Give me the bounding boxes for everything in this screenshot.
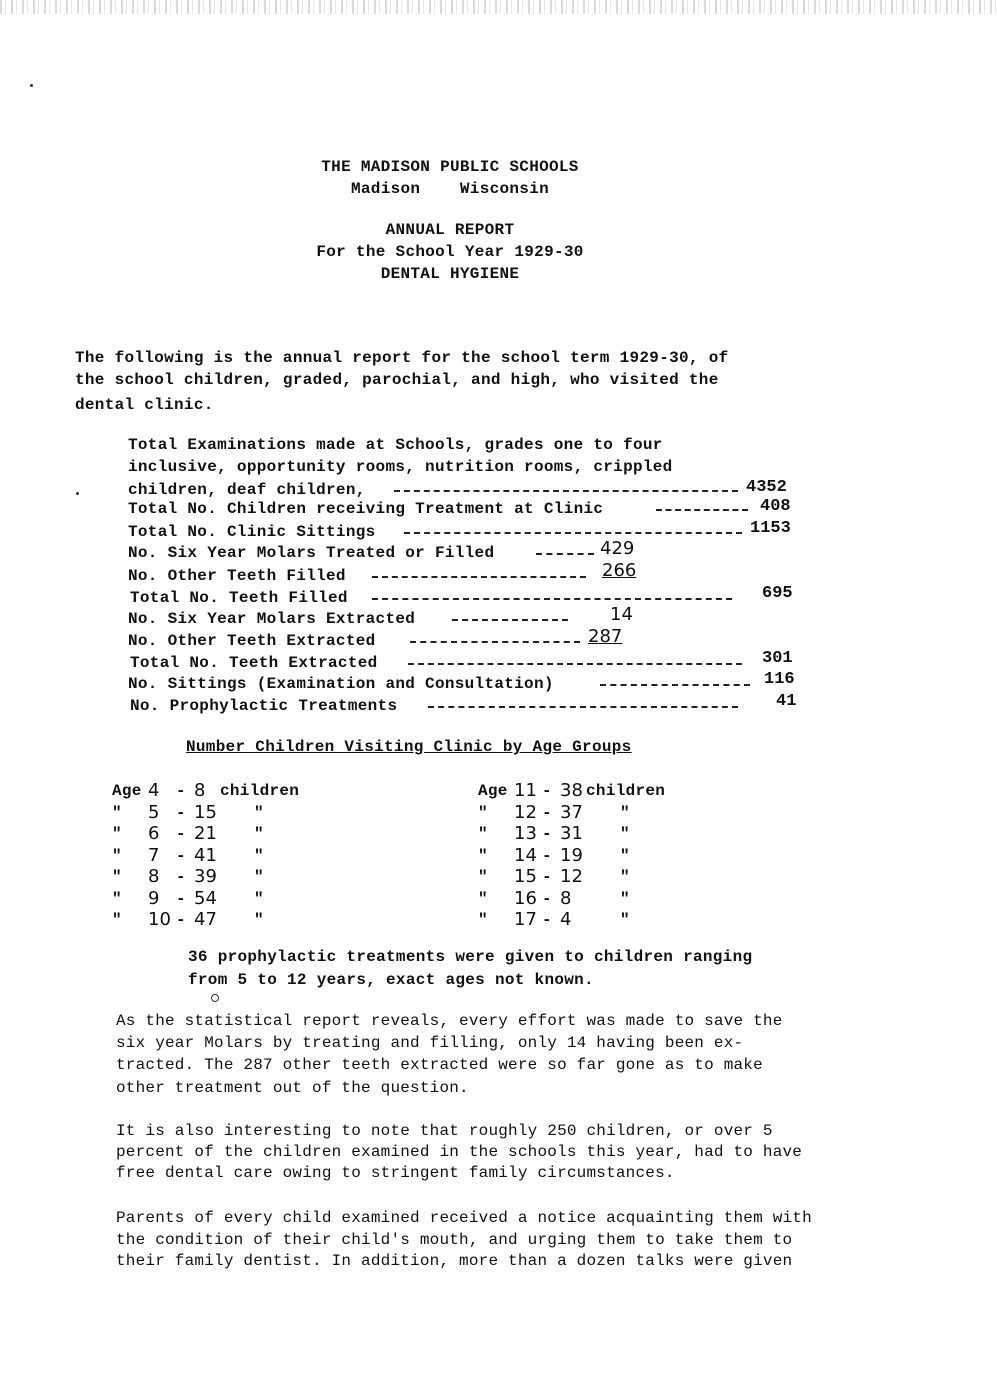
age-row-suffix: " <box>620 846 630 865</box>
prophylactic-note: 36 prophylactic treatments were given to children ranging <box>188 948 753 966</box>
age-row-count: 4 <box>560 909 572 930</box>
leader-dashes <box>404 532 742 534</box>
age-row-age: 7 <box>148 844 160 866</box>
age-row-count: 54 <box>194 887 217 909</box>
age-row-dash: - <box>176 911 186 929</box>
school-name: THE MADISON PUBLIC SCHOOLS <box>321 158 579 176</box>
stat-value: 1153 <box>750 519 791 538</box>
age-row-age: 14 <box>514 844 537 866</box>
scan-edge-noise <box>0 0 997 14</box>
leader-dashes <box>372 576 586 578</box>
age-row-suffix: " <box>620 803 630 822</box>
age-row-prefix: " <box>478 825 488 843</box>
age-row-prefix: " <box>112 846 122 865</box>
stat-exam-value: 4352 <box>746 478 787 497</box>
age-row-prefix: " <box>112 868 122 886</box>
stat-value: 408 <box>760 497 791 516</box>
age-row-prefix: " <box>112 825 122 843</box>
age-row-age: 12 <box>514 801 537 823</box>
age-row-prefix: Age <box>112 782 142 800</box>
age-row-suffix: children <box>220 782 300 800</box>
age-row-suffix: " <box>254 846 264 865</box>
paragraph-line: tracted. The 287 other teeth extracted were so far gone as to make <box>116 1056 763 1074</box>
age-row-dash: - <box>176 868 186 886</box>
paragraph-line: As the statistical report reveals, every effort was made to save the <box>116 1012 783 1030</box>
leader-dashes <box>408 663 742 665</box>
age-row-count: 19 <box>560 844 583 866</box>
paragraph-line: other treatment out of the question. <box>116 1079 469 1097</box>
age-row-age: 6 <box>148 823 160 844</box>
age-row-dash: - <box>542 782 552 800</box>
stat-label: No. Prophylactic Treatments <box>130 697 398 715</box>
paragraph-line: six year Molars by treating and filling, only 14 having been ex- <box>116 1034 744 1052</box>
age-row-prefix: " <box>478 889 488 908</box>
stat-label: Total No. Teeth Extracted <box>130 654 378 672</box>
age-row-age: 5 <box>148 801 160 823</box>
age-row-prefix: " <box>112 803 122 822</box>
age-row-dash: - <box>176 889 186 908</box>
age-row-prefix: Age <box>478 782 508 800</box>
age-row-count: 31 <box>560 823 583 844</box>
leader-dashes <box>394 490 738 492</box>
stat-label: Total No. Teeth Filled <box>130 589 348 607</box>
intro-line: the school children, graded, parochial, and high, who visited the <box>75 371 719 389</box>
leader-dashes <box>452 619 568 621</box>
age-row-prefix: " <box>478 868 488 886</box>
leader-dashes <box>600 684 750 686</box>
age-row-age: 16 <box>514 887 537 909</box>
stat-label: No. Six Year Molars Extracted <box>128 610 416 628</box>
stat-label: No. Other Teeth Extracted <box>128 632 376 650</box>
stat-value: 301 <box>762 649 793 668</box>
age-row-age: 17 <box>514 909 537 930</box>
leader-dashes <box>536 553 594 555</box>
age-row-suffix: " <box>254 911 264 929</box>
age-row-suffix: " <box>254 889 264 908</box>
report-subject: DENTAL HYGIENE <box>380 265 520 283</box>
age-row-dash: - <box>176 803 186 822</box>
paragraph-line: percent of the children examined in the schools this year, had to have <box>116 1143 803 1161</box>
age-row-age: 13 <box>514 823 537 844</box>
age-row-suffix: children <box>586 782 666 800</box>
stat-exam-text: Total Examinations made at Schools, grades one to four <box>128 436 663 454</box>
stat-value: 116 <box>764 670 795 689</box>
stat-value: 695 <box>762 584 793 603</box>
age-row-count: 41 <box>194 844 217 866</box>
leader-dashes <box>428 706 738 708</box>
age-row-dash: - <box>542 911 552 929</box>
paragraph-line: It is also interesting to note that roughly 250 children, or over 5 <box>116 1122 773 1140</box>
stat-value: 14 <box>610 604 633 625</box>
age-row-prefix: " <box>478 846 488 865</box>
age-row-count: 38 <box>560 780 583 801</box>
stat-label: Total No. Clinic Sittings <box>128 523 376 541</box>
age-row-suffix: " <box>254 803 264 822</box>
age-row-count: 39 <box>194 866 217 887</box>
stat-value: 266 <box>602 560 637 581</box>
age-row-suffix: " <box>620 868 630 886</box>
leader-dashes <box>372 598 732 600</box>
scan-speck <box>76 492 79 495</box>
age-row-dash: - <box>542 803 552 822</box>
age-row-dash: - <box>176 846 186 865</box>
age-row-suffix: " <box>620 889 630 908</box>
city-state: Madison Wisconsin <box>350 180 550 198</box>
age-row-suffix: " <box>620 825 630 843</box>
age-row-age: 10 <box>148 909 171 930</box>
stat-label: Total No. Children receiving Treatment at Clinic <box>128 500 604 518</box>
age-row-dash: - <box>542 889 552 908</box>
age-row-count: 15 <box>194 801 217 823</box>
age-row-count: 8 <box>560 887 572 909</box>
stat-value: 287 <box>588 626 623 647</box>
age-row-count: 12 <box>560 866 583 887</box>
paragraph-line: free dental care owing to stringent family circumstances. <box>116 1164 675 1182</box>
stat-exam-text: inclusive, opportunity rooms, nutrition rooms, crippled <box>128 458 673 476</box>
age-row-count: 8 <box>194 780 206 801</box>
age-row-count: 47 <box>194 909 217 930</box>
age-row-count: 21 <box>194 823 217 844</box>
stat-value: 429 <box>600 538 635 559</box>
scan-speck <box>211 994 219 1002</box>
age-row-dash: - <box>176 825 186 843</box>
age-row-age: 4 <box>148 780 160 801</box>
age-row-suffix: " <box>254 868 264 886</box>
stat-label: No. Other Teeth Filled <box>128 567 346 585</box>
stat-value: 41 <box>776 692 797 711</box>
age-row-age: 9 <box>148 887 160 909</box>
leader-dashes <box>410 641 580 643</box>
school-year: For the School Year 1929-30 <box>316 243 584 261</box>
paragraph-line: the condition of their child's mouth, and urging them to take them to <box>116 1231 793 1249</box>
age-row-age: 11 <box>514 780 537 801</box>
age-row-age: 8 <box>148 866 160 887</box>
stat-exam-text: children, deaf children, <box>128 481 366 499</box>
prophylactic-note: from 5 to 12 years, exact ages not known. <box>188 971 594 989</box>
age-row-prefix: " <box>112 889 122 908</box>
age-row-suffix: " <box>620 911 630 929</box>
age-row-age: 15 <box>514 866 537 887</box>
age-row-prefix: " <box>478 803 488 822</box>
intro-line: dental clinic. <box>75 396 214 414</box>
paragraph-line: Parents of every child examined received a notice acquainting them with <box>116 1209 812 1227</box>
age-row-dash: - <box>542 825 552 843</box>
paragraph-line: their family dentist. In addition, more than a dozen talks were given <box>116 1252 793 1270</box>
age-row-prefix: " <box>478 911 488 929</box>
stat-label: No. Sittings (Examination and Consultation) <box>128 675 554 693</box>
age-groups-title: Number Children Visiting Clinic by Age Groups <box>186 738 632 756</box>
intro-line: The following is the annual report for the school term 1929-30, of <box>75 349 729 367</box>
age-row-dash: - <box>542 846 552 865</box>
age-row-suffix: " <box>254 825 264 843</box>
stat-label: No. Six Year Molars Treated or Filled <box>128 544 495 562</box>
age-row-count: 37 <box>560 801 583 823</box>
age-row-dash: - <box>542 868 552 886</box>
scan-speck <box>30 84 33 87</box>
report-title: ANNUAL REPORT <box>385 221 515 239</box>
age-row-dash: - <box>176 782 186 800</box>
leader-dashes <box>656 509 748 511</box>
age-row-prefix: " <box>112 911 122 929</box>
